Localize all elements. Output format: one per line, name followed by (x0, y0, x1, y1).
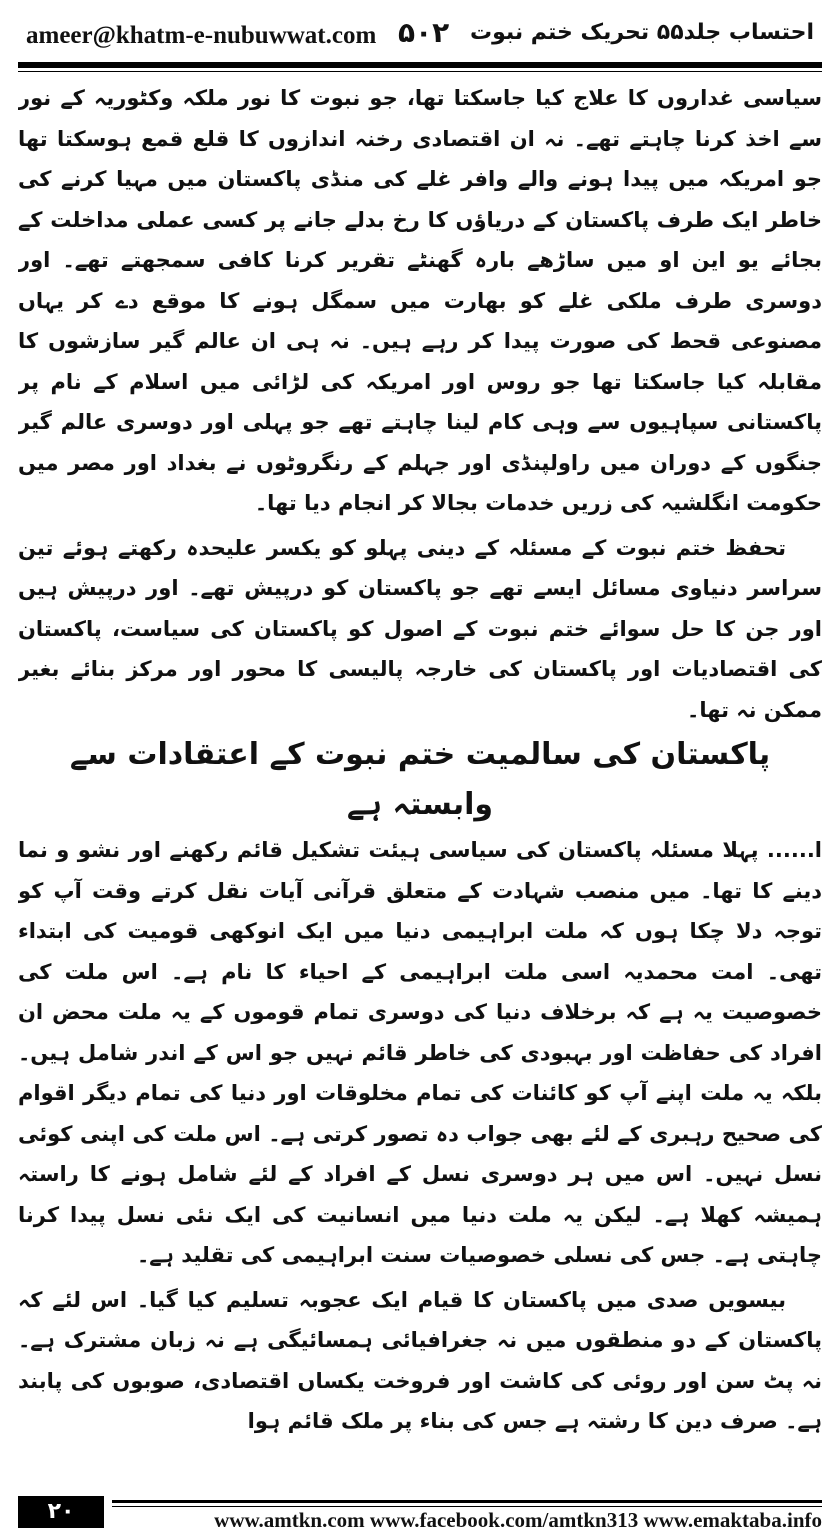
header-title: احتساب جلد۵۵ تحریک ختم نبوت (470, 20, 814, 45)
footer-links[interactable]: www.amtkn.com www.facebook.com/amtkn313 www.emaktaba.info (214, 1508, 822, 1532)
page-header (18, 10, 822, 54)
header-email: ameer@khatm-e-nubuwwat.com (26, 22, 377, 49)
header-page-number: ۵۰۲ (398, 16, 450, 49)
paragraph-2: تحفظ ختم نبوت کے مسئلہ کے دینی پہلو کو یکسر علیحدہ رکھتے ہوئے تین سراسر دنیاوی مسائل ایسے تھے جو پاکستان کو درپیش تھے۔ اور درپیش ہیں اور جن کا حل سوائے ختم نبوت کے اصول کو پاکستان کی سیاست، پاکستان کی اقتصادیات اور پاکستان کی خارجہ پالیسی کا محور اور مرکز بنائے بغیر ممکن نہ تھا۔ (18, 535, 822, 722)
paragraph-1: سیاسی غداروں کا علاج کیا جاسکتا تھا، جو نبوت کا نور ملکہ وکٹوریہ کے نور سے اخذ کرنا چاہتے تھے۔ نہ ان اقتصادی رخنہ اندازوں کا قلع قمع ہوسکتا تھا جو امریکہ میں پیدا ہونے والے وافر غلے کی منڈی پاکستان میں مہیا کرنے کی خاطر ایک طرف پاکستان کے دریاؤں کا رخ بدلے جانے پر کسی عملی مداخلت کے بجائے یو این او میں ساڑھے بارہ گھنٹے تقریر کرنا کافی سمجھتے تھے۔ اور دوسری طرف ملکی غلے کو بھارت میں سمگل ہونے کا موقع دے کر یہاں مصنوعی قحط کی صورت پیدا کر رہے ہیں۔ نہ ہی ان عالم گیر سازشوں کا مقابلہ کیا جاسکتا تھا جو روس اور امریکہ کی لڑائی میں اسلام کے نام پر پاکستانی سپاہیوں سے وہی کام لینا چاہتے تھے جو پہلی اور دوسری عالم گیر جنگوں کے دوران میں راولپنڈی اور جہلم کے رنگروٹوں نے بغداد اور مصر میں حکومت انگلشیہ کی زریں خدمات بجالا کر انجام دیا تھا۔ (18, 86, 822, 515)
header-rule (18, 62, 822, 68)
section-heading: پاکستان کی سالمیت ختم نبوت کے اعتقادات سے وابستہ ہے (69, 737, 771, 822)
footer-page-number: ۲۰ (18, 1496, 104, 1528)
paragraph-4: بیسویں صدی میں پاکستان کا قیام ایک عجوبہ تسلیم کیا گیا۔ اس لئے کہ پاکستان کے دو منطقوں میں نہ جغرافیائی ہمسائیگی ہے نہ زبان مشترک ہے۔ نہ پٹ سن اور روئی کی کاشت اور فروخت یکساں اقتصادی، صوبوں کی پابند ہے۔ صرف دین کا رشتہ ہے جس کی بناء پر ملک قائم ہوا (18, 1287, 822, 1433)
page-body (18, 78, 822, 1478)
header-rule-thin (18, 71, 822, 72)
footer-rule-thin (112, 1506, 822, 1507)
footer-rule (112, 1500, 822, 1503)
paragraph-3: ا...... پہلا مسئلہ پاکستان کی سیاسی ہیئت تشکیل قائم رکھنے اور نشو و نما دینے کا تھا۔ میں منصب شہادت کے متعلق قرآنی آیات نقل کرتے وقت آپ کو توجہ دلا چکا ہوں کہ ملت ابراہیمی دنیا میں ایک انوکھی قومیت کی ابتداء تھی۔ امت محمدیہ اسی ملت ابراہیمی کے احیاء کا نام ہے۔ اس ملت کی خصوصیت یہ ہے کہ برخلاف دنیا کی دوسری تمام قوموں کے یہ ملت محض ان افراد کی حفاظت اور بہبودی کی خاطر قائم نہیں جو اس کے اندر شامل ہیں۔ بلکہ یہ ملت اپنے آپ کو کائنات کی تمام مخلوقات اور دنیا کی تمام دیگر اقوام کی صحیح رہبری کے لئے بھی جواب دہ تصور کرتی ہے۔ اس ملت کی اپنی کوئی نسل نہیں۔ اس میں ہر دوسری نسل کے افراد کے لئے شامل ہونے کا راستہ ہمیشہ کھلا ہے۔ لیکن یہ ملت دنیا میں انسانیت کی ایک نئی نسل پیدا کرنا چاہتی ہے۔ جس کی نسلی خصوصیات سنت ابراہیمی کی تقلید ہے۔ (18, 838, 822, 1267)
